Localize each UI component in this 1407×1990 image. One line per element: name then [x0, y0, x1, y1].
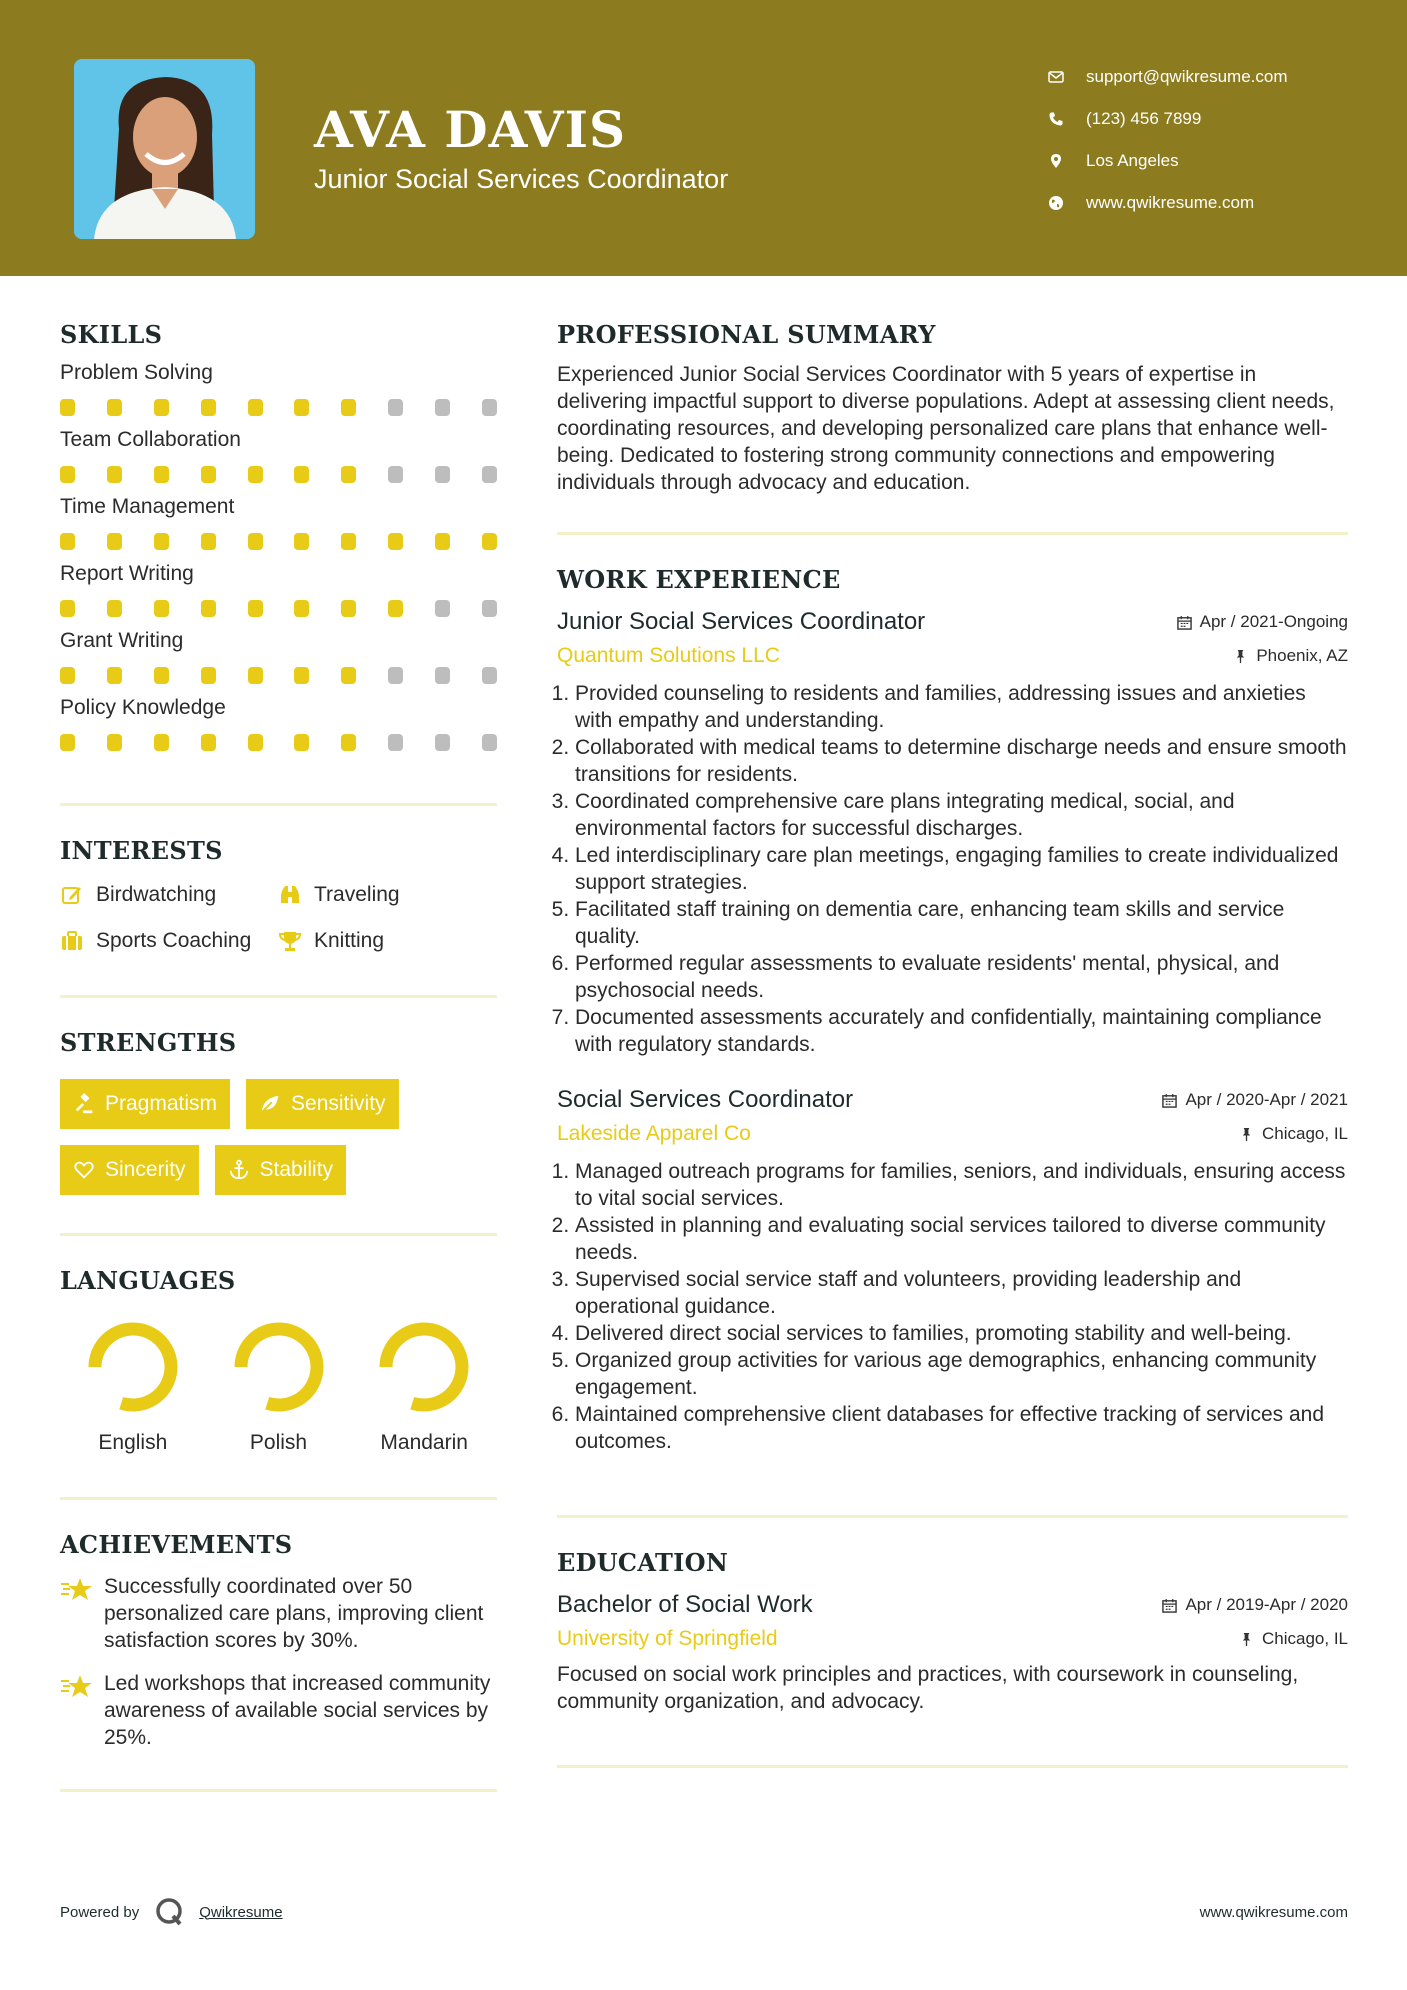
- strength-label: Stability: [259, 1158, 334, 1181]
- company-name: Quantum Solutions LLC: [557, 644, 780, 667]
- skill-dot-filled: [154, 399, 169, 416]
- job-entry: [557, 1086, 1348, 1455]
- duty-item: 1. Provided counseling to residents and families, addressing issues and anxieties with empathy and understanding.: [575, 680, 1348, 734]
- skill-dot-filled: [248, 533, 263, 550]
- duty-item: 3. Coordinated comprehensive care plans integrating medical, social, and environmental factors for successful discharges.: [575, 788, 1348, 842]
- school-name: University of Springfield: [557, 1627, 778, 1650]
- left-column: [60, 320, 497, 1792]
- skill-name: Policy Knowledge: [60, 696, 226, 719]
- section-divider: [60, 1233, 497, 1236]
- education-heading: EDUCATION: [557, 1548, 729, 1577]
- briefcase-icon: [60, 929, 84, 953]
- skill-dot-filled: [435, 533, 450, 550]
- interest-item: [278, 883, 478, 907]
- skill-dot-filled: [388, 533, 403, 550]
- skill-name: Time Management: [60, 495, 235, 518]
- skill-item: [60, 562, 497, 617]
- skill-item: [60, 361, 497, 416]
- strength-tag: [60, 1145, 199, 1195]
- skill-dot-filled: [248, 734, 263, 751]
- phone-icon: [1048, 111, 1064, 127]
- skill-dot-filled: [154, 734, 169, 751]
- strength-label: Sincerity: [105, 1158, 186, 1181]
- section-divider: [557, 532, 1348, 535]
- footer: [60, 1897, 1348, 1927]
- summary-heading: PROFESSIONAL SUMMARY: [557, 320, 936, 349]
- education-location-text: Chicago, IL: [1262, 1629, 1348, 1648]
- interest-label: Sports Coaching: [96, 929, 252, 952]
- education-dates-text: Apr / 2019-Apr / 2020: [1185, 1595, 1348, 1614]
- language-name: English: [98, 1431, 168, 1454]
- duties-list: [557, 680, 1348, 1058]
- skill-dot-filled: [107, 533, 122, 550]
- gavel-icon: [73, 1093, 95, 1115]
- skill-dot-filled: [341, 399, 356, 416]
- skill-item: [60, 428, 497, 483]
- strengths-list: [60, 1079, 497, 1195]
- pencil-square-icon: [60, 883, 84, 907]
- experience-heading: WORK EXPERIENCE: [557, 565, 841, 594]
- job-entry: [557, 608, 1348, 1058]
- job-dates: [1177, 612, 1348, 632]
- skill-dot-filled: [341, 466, 356, 483]
- skill-dot-empty: [388, 667, 403, 684]
- job-title: Social Services Coordinator: [557, 1086, 854, 1113]
- duty-item: 1. Managed outreach programs for families, seniors, and individuals, ensuring access to vital social services.: [575, 1158, 1348, 1212]
- strength-tag: [246, 1079, 399, 1129]
- language-name: Polish: [249, 1431, 308, 1454]
- calendar-icon: [1162, 1598, 1177, 1613]
- interest-label: Knitting: [314, 929, 385, 952]
- skill-rating: [60, 734, 497, 751]
- calendar-icon: [1177, 615, 1192, 630]
- skill-dot-empty: [388, 466, 403, 483]
- language-level-ring: [374, 1317, 474, 1417]
- language-item: [206, 1317, 352, 1455]
- contact-website[interactable]: [1048, 182, 1288, 224]
- skill-dot-filled: [107, 466, 122, 483]
- skill-dot-filled: [154, 667, 169, 684]
- resume-header: [0, 0, 1407, 276]
- pushpin-icon: [1239, 1632, 1254, 1647]
- contact-phone-text: (123) 456 7899: [1086, 109, 1202, 128]
- strength-tag: [60, 1079, 230, 1129]
- skill-dot-filled: [294, 466, 309, 483]
- skill-dot-filled: [60, 667, 75, 684]
- skill-dot-filled: [154, 533, 169, 550]
- skill-name: Grant Writing: [60, 629, 184, 652]
- skill-dot-filled: [248, 600, 263, 617]
- skill-dot-empty: [435, 466, 450, 483]
- language-level-ring: [229, 1317, 329, 1417]
- interest-label: Birdwatching: [96, 883, 217, 906]
- achievement-item: [60, 1573, 497, 1654]
- skill-item: [60, 696, 497, 751]
- interests-heading: INTERESTS: [60, 836, 223, 865]
- pushpin-icon: [1233, 649, 1248, 664]
- duty-item: 6. Maintained comprehensive client databases for effective tracking of services and outcomes.: [575, 1401, 1348, 1455]
- location-pin-icon: [1048, 153, 1064, 169]
- skill-dot-filled: [294, 667, 309, 684]
- skills-list: [60, 361, 497, 751]
- skill-dot-empty: [482, 667, 497, 684]
- achievement-text: Led workshops that increased community awareness of available social services by 25%.: [104, 1672, 491, 1749]
- envelope-icon: [1048, 69, 1064, 85]
- skill-dot-filled: [107, 667, 122, 684]
- duty-item: 6. Performed regular assessments to evaluate residents' mental, physical, and psychosocial needs.: [575, 950, 1348, 1004]
- interests-list: [60, 883, 497, 953]
- qwikresume-logo-icon: [155, 1897, 185, 1927]
- skill-name: Problem Solving: [60, 361, 213, 384]
- interest-item: [60, 929, 278, 953]
- pushpin-icon: [1239, 1127, 1254, 1142]
- skill-dot-filled: [154, 466, 169, 483]
- skill-rating: [60, 600, 497, 617]
- leaf-icon: [259, 1093, 281, 1115]
- skill-rating: [60, 533, 497, 550]
- job-location: [1233, 646, 1348, 666]
- education-description: Focused on social work principles and practices, with coursework in counseling, community organization, and advocacy.: [557, 1663, 1299, 1713]
- skill-dot-filled: [294, 533, 309, 550]
- skills-heading: SKILLS: [60, 320, 163, 349]
- skill-rating: [60, 667, 497, 684]
- skill-dot-filled: [294, 734, 309, 751]
- job-location: [1239, 1124, 1348, 1144]
- education-dates: [1162, 1595, 1348, 1615]
- achievements-heading: ACHIEVEMENTS: [60, 1530, 293, 1559]
- duty-item: 4. Led interdisciplinary care plan meetings, engaging families to create individualized support strategies.: [575, 842, 1348, 896]
- shooting-star-icon: [60, 1575, 94, 1605]
- language-name: Mandarin: [380, 1431, 468, 1454]
- skill-name: Report Writing: [60, 562, 194, 585]
- footer-brand: [60, 1897, 283, 1927]
- contact-website-text: www.qwikresume.com: [1086, 193, 1255, 212]
- achievements-list: [60, 1573, 497, 1751]
- skill-dot-filled: [201, 399, 216, 416]
- section-divider: [557, 1765, 1348, 1768]
- skill-dot-filled: [341, 734, 356, 751]
- skill-dot-filled: [107, 734, 122, 751]
- skill-dot-filled: [201, 533, 216, 550]
- languages-heading: LANGUAGES: [60, 1266, 236, 1295]
- strengths-heading: STRENGTHS: [60, 1028, 237, 1057]
- strength-label: Sensitivity: [291, 1092, 386, 1115]
- duty-item: 2. Collaborated with medical teams to determine discharge needs and ensure smooth transitions for residents.: [575, 734, 1348, 788]
- skill-dot-empty: [482, 600, 497, 617]
- section-divider: [60, 995, 497, 998]
- contact-list: [1048, 56, 1288, 224]
- skill-dot-filled: [107, 399, 122, 416]
- skill-dot-empty: [388, 734, 403, 751]
- skill-dot-empty: [435, 667, 450, 684]
- candidate-title: Junior Social Services Coordinator: [314, 164, 729, 194]
- skill-dot-filled: [341, 600, 356, 617]
- job-location-text: Chicago, IL: [1262, 1124, 1348, 1143]
- contact-email-text: support@qwikresume.com: [1086, 67, 1288, 86]
- section-divider: [60, 1497, 497, 1500]
- duties-list: [557, 1158, 1348, 1455]
- skill-name: Team Collaboration: [60, 428, 241, 451]
- summary-text: Experienced Junior Social Services Coordinator with 5 years of expertise in delivering impactful support to diverse populations. Adept at assessing client needs, coordinating resources, and developing personalized care plans that enhance well-being. Dedicated to fostering strong community connections and empowering individuals through advocacy and education.: [557, 363, 1335, 494]
- skill-dot-filled: [248, 399, 263, 416]
- education-location: [1239, 1629, 1348, 1649]
- skill-item: [60, 495, 497, 550]
- company-name: Lakeside Apparel Co: [557, 1122, 751, 1145]
- profile-photo: [74, 59, 255, 239]
- language-level-arc: [95, 1329, 171, 1405]
- footer-url[interactable]: www.qwikresume.com: [1199, 1903, 1348, 1921]
- skill-dot-filled: [248, 466, 263, 483]
- powered-by-label: Powered by: [60, 1903, 140, 1921]
- skill-dot-filled: [341, 533, 356, 550]
- interest-label: Traveling: [314, 883, 400, 906]
- section-divider: [60, 1789, 497, 1792]
- heart-icon: [73, 1159, 95, 1181]
- skill-dot-filled: [60, 399, 75, 416]
- achievement-item: [60, 1670, 497, 1751]
- interest-item: [278, 929, 478, 953]
- contact-phone[interactable]: [1048, 98, 1288, 140]
- job-dates-text: Apr / 2021-Ongoing: [1199, 612, 1348, 631]
- language-item: [351, 1317, 497, 1455]
- skill-item: [60, 629, 497, 684]
- candidate-name: AVA DAVIS: [314, 100, 627, 159]
- skill-dot-empty: [388, 399, 403, 416]
- skill-dot-filled: [60, 734, 75, 751]
- language-level-arc: [386, 1329, 462, 1405]
- skill-dot-filled: [107, 600, 122, 617]
- skill-dot-empty: [435, 399, 450, 416]
- strength-tag: [215, 1145, 347, 1195]
- job-location-text: Phoenix, AZ: [1256, 646, 1348, 665]
- skill-dot-filled: [201, 600, 216, 617]
- skill-dot-filled: [201, 466, 216, 483]
- education-entry: [557, 1591, 1348, 1715]
- globe-icon: [1048, 195, 1064, 211]
- skill-dot-filled: [482, 533, 497, 550]
- job-dates-text: Apr / 2020-Apr / 2021: [1185, 1090, 1348, 1109]
- duty-item: 5. Facilitated staff training on dementia care, enhancing team skills and service quality.: [575, 896, 1348, 950]
- right-column: [557, 320, 1348, 1768]
- section-divider: [557, 1515, 1348, 1518]
- skill-dot-filled: [201, 667, 216, 684]
- duty-item: 2. Assisted in planning and evaluating social services tailored to diverse community needs.: [575, 1212, 1348, 1266]
- qwikresume-link[interactable]: Qwikresume: [199, 1903, 283, 1921]
- trophy-icon: [278, 929, 302, 953]
- calendar-icon: [1162, 1093, 1177, 1108]
- skill-dot-empty: [482, 466, 497, 483]
- job-title: Junior Social Services Coordinator: [557, 608, 926, 635]
- skill-dot-empty: [482, 399, 497, 416]
- languages-list: [60, 1317, 497, 1455]
- language-level-arc: [241, 1329, 317, 1405]
- skill-dot-empty: [482, 734, 497, 751]
- contact-email[interactable]: [1048, 56, 1288, 98]
- interest-item: [60, 883, 278, 907]
- skill-dot-filled: [341, 667, 356, 684]
- skill-dot-filled: [388, 600, 403, 617]
- skill-dot-filled: [294, 399, 309, 416]
- skill-dot-filled: [60, 600, 75, 617]
- skill-dot-filled: [154, 600, 169, 617]
- skill-rating: [60, 399, 497, 416]
- shooting-star-icon: [60, 1672, 94, 1702]
- skill-dot-filled: [201, 734, 216, 751]
- duty-item: 7. Documented assessments accurately and confidentially, maintaining compliance with regulatory standards.: [575, 1004, 1348, 1058]
- duty-item: 5. Organized group activities for various age demographics, enhancing community engagement.: [575, 1347, 1348, 1401]
- skill-dot-empty: [435, 600, 450, 617]
- strength-label: Pragmatism: [105, 1092, 218, 1115]
- skill-dot-filled: [60, 466, 75, 483]
- contact-location: [1048, 140, 1288, 182]
- language-level-ring: [83, 1317, 183, 1417]
- language-item: [60, 1317, 206, 1455]
- duty-item: 3. Supervised social service staff and volunteers, providing leadership and operational guidance.: [575, 1266, 1348, 1320]
- skill-dot-empty: [435, 734, 450, 751]
- skill-rating: [60, 466, 497, 483]
- profile-photo-illustration: [74, 59, 255, 239]
- degree-title: Bachelor of Social Work: [557, 1591, 813, 1618]
- anchor-icon: [228, 1159, 250, 1181]
- skill-dot-filled: [294, 600, 309, 617]
- binoculars-icon: [278, 883, 302, 907]
- achievement-text: Successfully coordinated over 50 personalized care plans, improving client satisfaction scores by 30%.: [104, 1575, 484, 1652]
- section-divider: [60, 803, 497, 806]
- skill-dot-filled: [60, 533, 75, 550]
- contact-location-text: Los Angeles: [1086, 151, 1179, 170]
- skill-dot-filled: [248, 667, 263, 684]
- duty-item: 4. Delivered direct social services to families, promoting stability and well-being.: [575, 1320, 1348, 1347]
- job-dates: [1162, 1090, 1348, 1110]
